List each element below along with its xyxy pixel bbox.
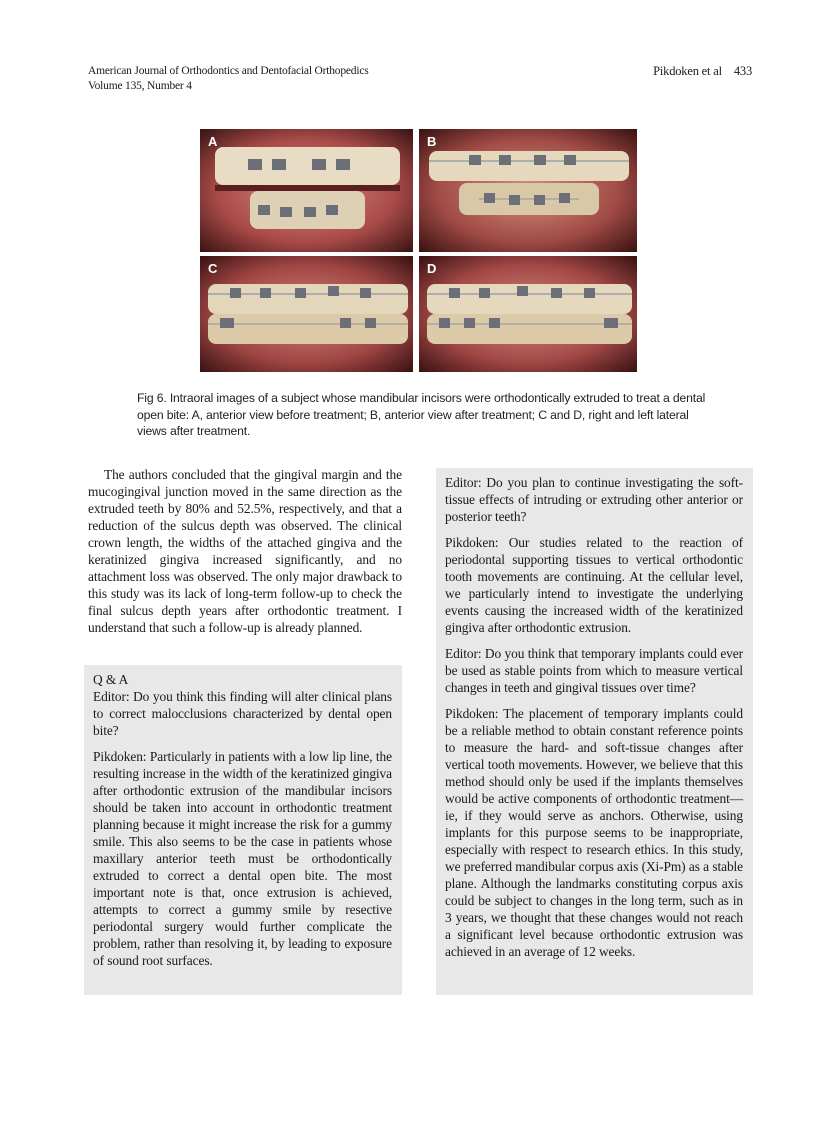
page-number: 433 <box>733 64 752 78</box>
author-answer-1: Pikdoken: Particularly in patients with a low lip line, the resulting increase in the width of the keratinized gingiva after orthodontic extrusion of the mandibular incisors should be taken into account in orthodontic treatment planning because it might increase the risk for a gummy smile. This also seems to be the case in patients whose maxillary anterior teeth must be orthodontically extruded to correct a dental open bite. The most important note is that, once extrusion is achieved, attempts to correct a gummy smile by resective periodontal surgery would further complicate the problem, rather than resolving it, by leading to exposure of sound root surfaces. <box>93 749 392 968</box>
intraoral-photo-c <box>200 256 413 372</box>
intraoral-photo-d <box>419 256 637 372</box>
body-paragraph: The authors concluded that the gingival margin and the mucogingival junction moved in the same direction as the extruded teeth by 80% and 52.5%, respectively, and that a reduction of the sulcus depth was observed. The clinical crown length, the widths of the attached gingiva and the keratinized gingiva increased significantly, and no attachment loss was observed. The only major drawback to this study was its lack of long-term follow-up to check the final sulcus depth years after orthodontic treatment. I understand that such a follow-up is already planned. <box>88 467 402 635</box>
panel-label: A <box>208 134 218 149</box>
qa-box-right <box>436 468 753 995</box>
panel-label: B <box>427 134 437 149</box>
editor-question-2: Editor: Do you plan to continue investigating the soft-tissue effects of intruding or extruding other anterior or posterior teeth? <box>445 475 743 524</box>
qa-box-left <box>84 665 402 995</box>
intraoral-photo-a <box>200 129 413 252</box>
figure-6 <box>200 129 637 372</box>
journal-info <box>88 64 369 94</box>
editor-question-3: Editor: Do you think that temporary implants could ever be used as stable points from which to measure vertical changes in teeth and gingival tissues over time? <box>445 646 743 695</box>
qa-heading: Q & A <box>93 672 129 687</box>
panel-label: C <box>208 261 218 276</box>
page-info <box>653 64 752 79</box>
journal-title: American Journal of Orthodontics and Dentofacial Orthopedics <box>88 65 369 77</box>
figure-panel-b <box>419 129 637 252</box>
figure-panel-d <box>419 256 637 372</box>
panel-label: D <box>427 261 437 276</box>
figure-panel-a <box>200 129 413 252</box>
editor-question-1: Editor: Do you think this finding will alter clinical plans to correct malocclusions characterized by dental open bite? <box>93 689 392 738</box>
author-answer-2: Pikdoken: Our studies related to the reaction of periodontal supporting tissues to vertical orthodontic tooth movements are continuing. At the cellular level, we particularly intend to investigate the underlying events causing the increased width of the keratinized gingiva after orthodontic extrusion. <box>445 535 743 635</box>
authors: Pikdoken et al <box>653 64 722 78</box>
author-answer-3: Pikdoken: The placement of temporary implants could be a reliable method to obtain constant reference points to measure the hard- and soft-tissue changes after vertical tooth movements. However, we believe that this method should only be used if the implants themselves would be active components of orthodontic treatment—ie, if they would serve as anchors. Otherwise, using implants for this purpose seems to be inappropriate, especially with respect to research ethics. In this study, we preferred mandibular corpus axis (Xi-Pm) as a stable plane. Although the landmarks constituting corpus axis could be subject to changes in the long term, such as in 3 years, we thought that these changes would not reach a significant level because orthodontic extrusion was achieved in an average of 12 weeks. <box>445 706 743 959</box>
figure-panel-c <box>200 256 413 372</box>
body-column-left <box>88 466 402 636</box>
journal-volume: Volume 135, Number 4 <box>88 80 192 92</box>
figure-caption: Fig 6. Intraoral images of a subject whose mandibular incisors were orthodontically extruded to treat a dental open bite: A, anterior view before treatment; B, anterior view after treatment; C and D, right and left lateral views after treatment. <box>137 391 706 438</box>
intraoral-photo-b <box>419 129 637 252</box>
